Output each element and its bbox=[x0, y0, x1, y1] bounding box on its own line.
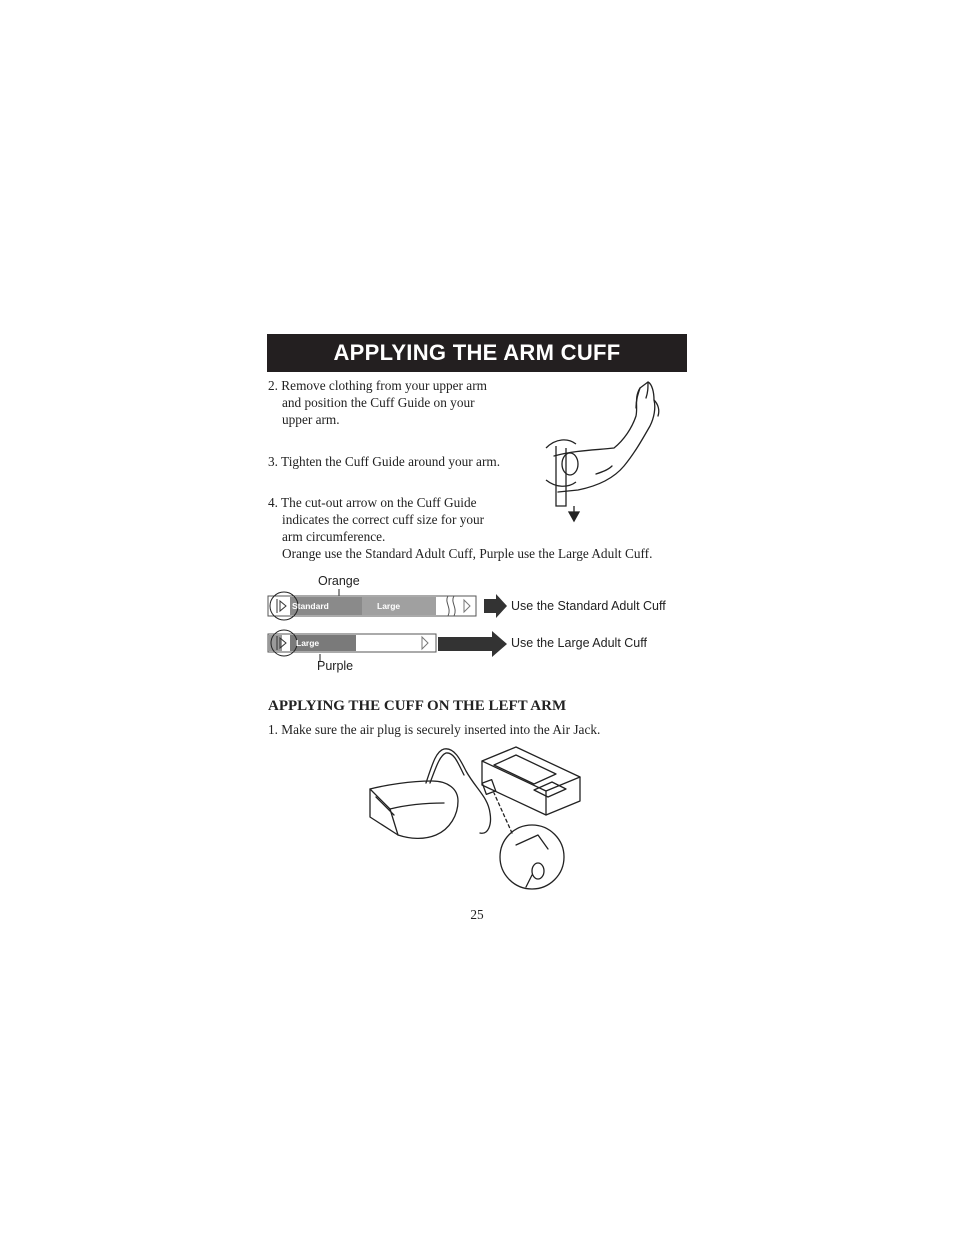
section-2-step-1: 1. Make sure the air plug is securely inserted into the Air Jack. bbox=[268, 722, 601, 737]
step-2 bbox=[268, 377, 487, 428]
step-3 bbox=[268, 453, 500, 470]
section-heading-left-arm: APPLYING THE CUFF ON THE LEFT ARM bbox=[268, 698, 567, 714]
step-4-line-3: arm circumference. bbox=[282, 529, 386, 544]
band-large2-text: Large bbox=[296, 638, 320, 648]
page-number: 25 bbox=[470, 907, 484, 922]
step-4-line-4: Orange use the Standard Adult Cuff, Purple use the Large Adult Cuff. bbox=[282, 546, 653, 561]
use-large-label: Use the Large Adult Cuff bbox=[511, 636, 647, 650]
arm-cuff-guide-illustration bbox=[536, 378, 666, 526]
page-title: APPLYING THE ARM CUFF bbox=[333, 340, 621, 365]
band-large-text: Large bbox=[377, 601, 401, 611]
step-4-line-1: 4. The cut-out arrow on the Cuff Guide bbox=[268, 495, 477, 510]
orange-label: Orange bbox=[318, 574, 360, 588]
step-4-line-2: indicates the correct cuff size for your bbox=[282, 512, 485, 527]
step-2-line-2: and position the Cuff Guide on your bbox=[282, 395, 475, 410]
use-standard-label: Use the Standard Adult Cuff bbox=[511, 599, 666, 613]
cuff-monitor-illustration bbox=[366, 745, 582, 890]
step-2-line-3: upper arm. bbox=[282, 412, 340, 427]
step-3-line-1: 3. Tighten the Cuff Guide around your arm. bbox=[268, 454, 501, 469]
cuff-guide-diagram bbox=[266, 586, 511, 661]
arrow-right-icon bbox=[484, 594, 507, 618]
purple-label: Purple bbox=[317, 659, 354, 673]
band-standard-text: Standard bbox=[292, 601, 329, 611]
arrow-right-long-icon bbox=[438, 631, 507, 657]
step-2-line-1: 2. Remove clothing from your upper arm bbox=[268, 378, 487, 393]
